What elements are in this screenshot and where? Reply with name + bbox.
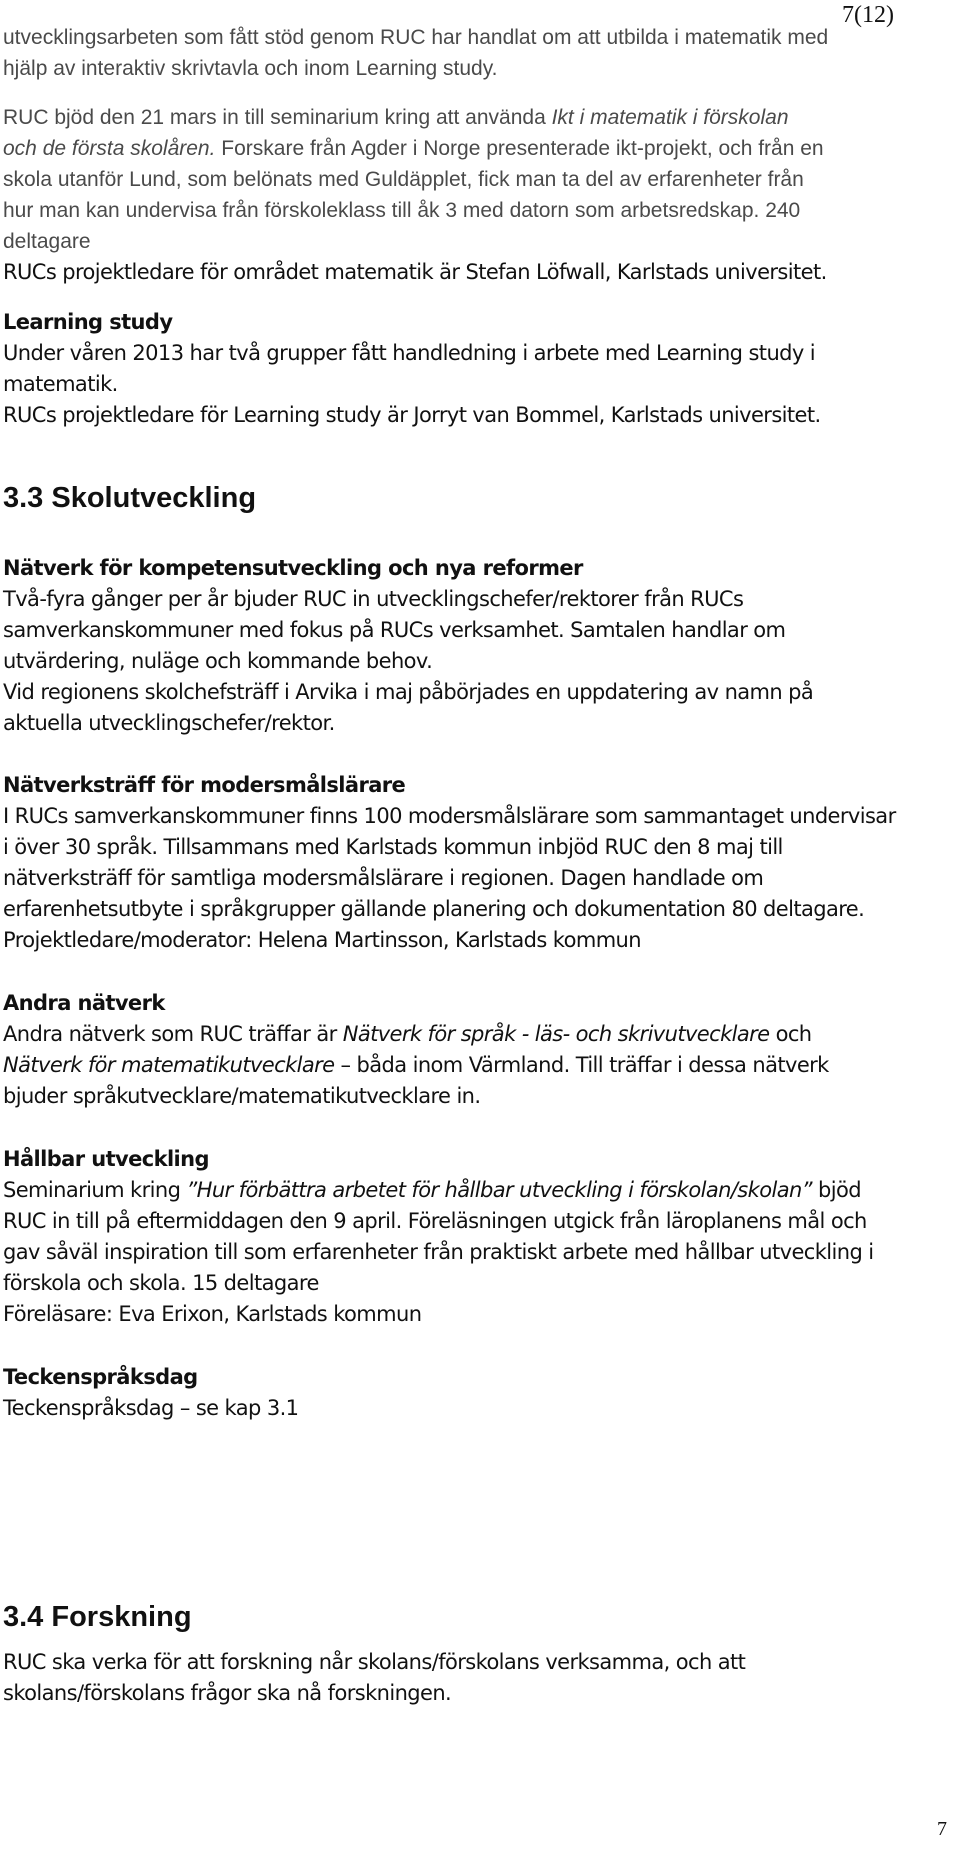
paragraph-line: aktuella utvecklingschefer/rektor.: [3, 711, 335, 735]
paragraph-line: utvärdering, nuläge och kommande behov.: [3, 649, 433, 673]
paragraph-line: bjuder språkutvecklare/matematikutvecklare in.: [3, 1084, 481, 1108]
italic-text: och de första skolåren.: [3, 137, 216, 160]
paragraph-line: Föreläsare: Eva Erixon, Karlstads kommun: [3, 1302, 422, 1326]
paragraph-line: Teckenspråksdag – se kap 3.1: [3, 1396, 299, 1420]
section-heading: 3.4 Forskning: [3, 1601, 192, 1633]
paragraph-line: [3, 1019, 811, 1050]
italic-text: Nätverk för matematikutvecklare: [3, 1053, 335, 1077]
text-span: och: [769, 1022, 812, 1046]
text-span: RUC bjöd den 21 mars in till seminarium kring att använda: [3, 106, 552, 129]
paragraph-line: [3, 1175, 861, 1206]
paragraph-line: RUCs projektledare för Learning study är Jorryt van Bommel, Karlstads universitet.: [3, 403, 821, 427]
paragraph-line: [3, 1050, 829, 1081]
paragraph-line: matematik.: [3, 372, 118, 396]
italic-text: Ikt i matematik i förskolan: [551, 106, 789, 129]
text-span: Seminarium kring: [3, 1178, 187, 1202]
paragraph-line: hur man kan undervisa från förskoleklass till åk 3 med datorn som arbetsredskap. 240: [3, 199, 801, 222]
paragraph-line: i över 30 språk. Tillsammans med Karlstads kommun inbjöd RUC den 8 maj till: [3, 835, 783, 859]
paragraph-line: I RUCs samverkanskommuner finns 100 modersmålslärare som sammantaget undervisar: [3, 804, 896, 828]
section-subheading: Andra nätverk: [3, 991, 165, 1015]
paragraph-line: RUCs projektledare för området matematik är Stefan Löfwall, Karlstads universitet.: [3, 260, 827, 284]
section-subheading: Teckenspråksdag: [3, 1365, 198, 1389]
italic-text: ”Hur förbättra arbetet för hållbar utveckling i förskolan/skolan”: [186, 1178, 812, 1202]
paragraph-line: skola utanför Lund, som belönats med Guldäpplet, fick man ta del av erfarenheter från: [3, 168, 804, 191]
paragraph-line: hjälp av interaktiv skrivtavla och inom Learning study.: [3, 57, 498, 80]
paragraph-line: förskola och skola. 15 deltagare: [3, 1271, 319, 1295]
italic-text: Nätverk för språk - läs- och skrivutvecklare: [342, 1022, 770, 1046]
paragraph-line: deltagare: [3, 230, 91, 253]
paragraph-line: erfarenhetsutbyte i språkgrupper gällande planering och dokumentation 80 deltagare.: [3, 897, 865, 921]
paragraph-line: RUC ska verka för att forskning når skolans/förskolans verksamma, och att: [3, 1650, 746, 1674]
paragraph-line: Under våren 2013 har två grupper fått handledning i arbete med Learning study i: [3, 341, 816, 365]
paragraph-line: samverkanskommuner med fokus på RUCs verksamhet. Samtalen handlar om: [3, 618, 786, 642]
paragraph-line: Vid regionens skolchefsträff i Arvika i maj påbörjades en uppdatering av namn på: [3, 680, 814, 704]
paragraph-line: Två-fyra gånger per år bjuder RUC in utvecklingschefer/rektorer från RUCs: [3, 587, 744, 611]
text-span: bjöd: [811, 1178, 861, 1202]
text-span: – båda inom Värmland. Till träffar i dessa nätverk: [334, 1053, 829, 1077]
text-span: Forskare från Agder i Norge presenterade ikt-projekt, och från en: [215, 137, 824, 160]
paragraph-line: RUC in till på eftermiddagen den 9 april. Föreläsningen utgick från läroplanens mål och: [3, 1209, 867, 1233]
paragraph-line: [3, 102, 789, 133]
page-number: 7: [937, 1818, 947, 1840]
section-subheading: Nätverk för kompetensutveckling och nya reformer: [3, 556, 583, 580]
paragraph-line: nätverksträff för samtliga modersmålslärare i regionen. Dagen handlade om: [3, 866, 764, 890]
paragraph-line: [3, 133, 824, 164]
paragraph-line: Projektledare/moderator: Helena Martinsson, Karlstads kommun: [3, 928, 641, 952]
paragraph-line: skolans/förskolans frågor ska nå forskningen.: [3, 1681, 452, 1705]
section-heading: 3.3 Skolutveckling: [3, 482, 257, 514]
text-span: Andra nätverk som RUC träffar är: [3, 1022, 343, 1046]
section-subheading: Nätverksträff för modersmålslärare: [3, 773, 406, 797]
paragraph-line: utvecklingsarbeten som fått stöd genom RUC har handlat om att utbilda i matematik med: [3, 26, 829, 49]
page-counter: 7(12): [842, 2, 894, 28]
section-subheading: Learning study: [3, 310, 173, 334]
section-subheading: Hållbar utveckling: [3, 1147, 209, 1171]
paragraph-line: gav såväl inspiration till som erfarenheter från praktiskt arbete med hållbar utveckling i: [3, 1240, 874, 1264]
